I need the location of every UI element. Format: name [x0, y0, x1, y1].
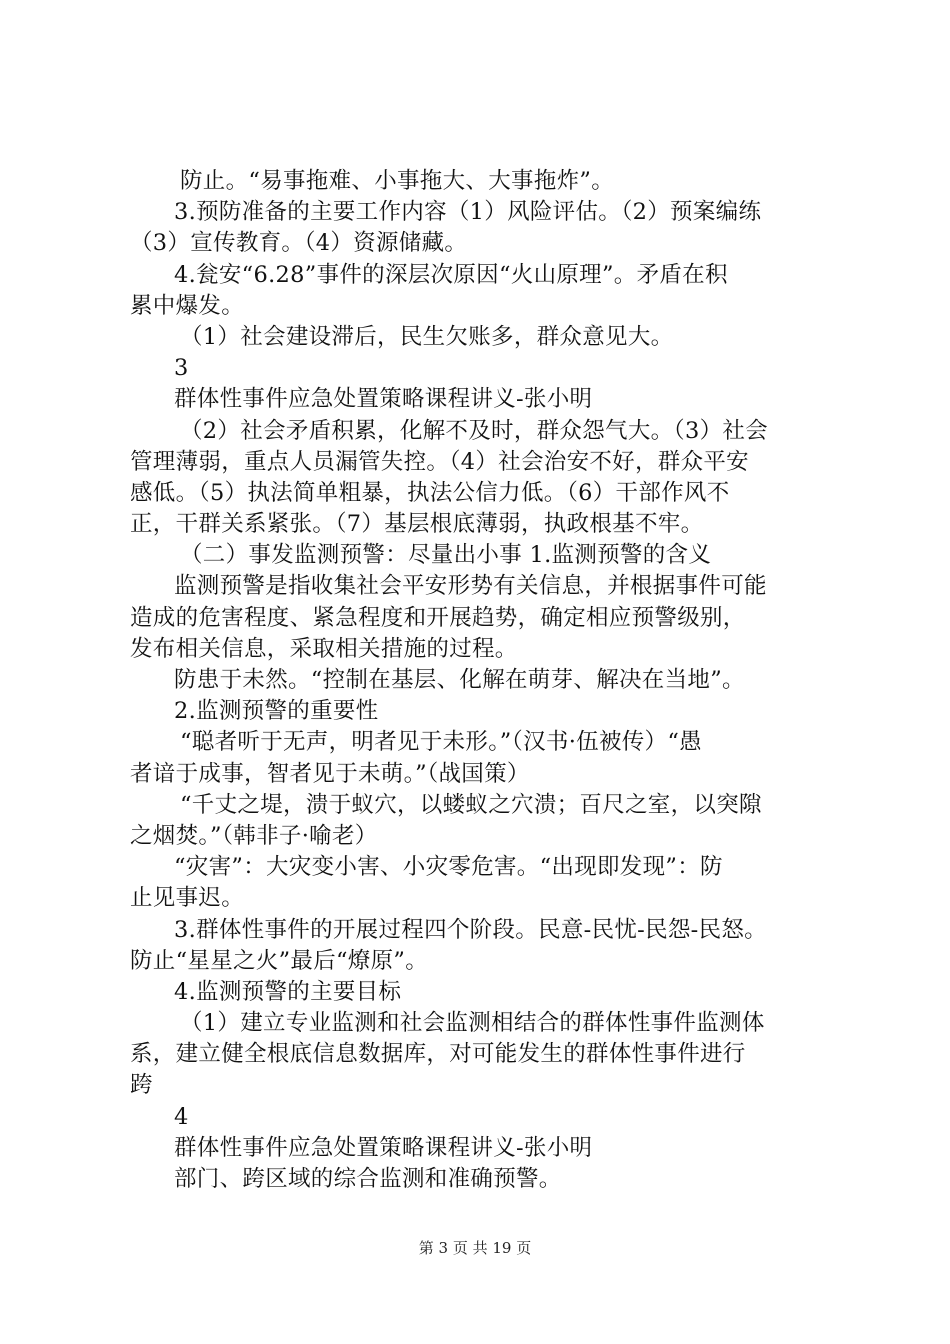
- paragraph-line: “千丈之堤，溃于蚁穴，以蝼蚁之穴溃；百尺之室，以突隙: [180, 791, 762, 818]
- paragraph-line: （1）建立专业监测和社会监测相结合的群体性事件监测体: [180, 1010, 765, 1037]
- paragraph-line: 者谙于成事，智者见于未萌。”（战国策）: [130, 760, 530, 787]
- paragraph-line: 系，建立健全根底信息数据库，对可能发生的群体性事件进行: [130, 1041, 746, 1068]
- paragraph-line: 管理薄弱，重点人员漏管失控。（4）社会治安不好，群众平安: [130, 448, 749, 475]
- subheading: 2.监测预警的重要性: [174, 698, 379, 725]
- page-number-marker: 3: [174, 355, 189, 382]
- paragraph-line: “灾害”：大灾变小害、小灾零危害。“出现即发现”：防: [174, 854, 723, 881]
- paragraph-line: 跨: [130, 1072, 153, 1099]
- paragraph-line: 3.群体性事件的开展过程四个阶段。民意-民忧-民怨-民怒。: [174, 916, 767, 943]
- page-indicator: 第 3 页 共 19 页: [418, 1239, 532, 1257]
- paragraph-line: “聪者听于无声，明者见于未形。”（汉书·伍被传）“愚: [180, 729, 702, 756]
- paragraph-line: 防止。“易事拖难、小事拖大、大事拖炸”。: [180, 168, 615, 194]
- paragraph-line: （1）社会建设滞后，民生欠账多，群众意见大。: [180, 323, 674, 350]
- paragraph-line: 累中爆发。: [130, 292, 245, 319]
- paragraph-line: 3.预防准备的主要工作内容（1）风险评估。（2）预案编练: [174, 199, 762, 226]
- section-heading: （二）事发监测预警：尽量出小事 1.监测预警的含义: [180, 542, 712, 569]
- paragraph-line: 防患于未然。“控制在基层、化解在萌芽、解决在当地”。: [174, 667, 745, 693]
- running-header: 群体性事件应急处置策略课程讲义-张小明: [174, 386, 593, 413]
- page-footer: [0, 1238, 950, 1258]
- paragraph-line: 止见事迟。: [130, 885, 245, 912]
- paragraph-line: 4.瓮安“6.28”事件的深层次原因“火山原理”。矛盾在积: [174, 261, 728, 288]
- paragraph-line: （3）宣传教育。（4）资源储藏。: [130, 230, 468, 257]
- paragraph-line: 发布相关信息，采取相关措施的过程。: [130, 635, 518, 662]
- subheading: 4.监测预警的主要目标: [174, 978, 402, 1005]
- paragraph-line: 感低。（5）执法简单粗暴，执法公信力低。（6）干部作风不: [130, 479, 730, 506]
- paragraph-line: 正，干群关系紧张。（7）基层根底薄弱，执政根基不牢。: [130, 511, 704, 538]
- paragraph-line: 防止“星星之火”最后“燎原”。: [130, 947, 429, 974]
- paragraph-line: 之烟焚。”（韩非子·喻老）: [130, 822, 378, 849]
- paragraph-line: 监测预警是指收集社会平安形势有关信息，并根据事件可能: [174, 573, 767, 600]
- page-number-marker: 4: [174, 1103, 189, 1130]
- paragraph-line: （2）社会矛盾积累，化解不及时，群众怨气大。（3）社会: [180, 417, 768, 444]
- paragraph-line: 造成的危害程度、紧急程度和开展趋势，确定相应预警级别，: [130, 604, 746, 631]
- running-header: 群体性事件应急处置策略课程讲义-张小明: [174, 1134, 593, 1161]
- paragraph-line: 部门、跨区域的综合监测和准确预警。: [174, 1166, 562, 1192]
- document-body: [130, 166, 860, 1195]
